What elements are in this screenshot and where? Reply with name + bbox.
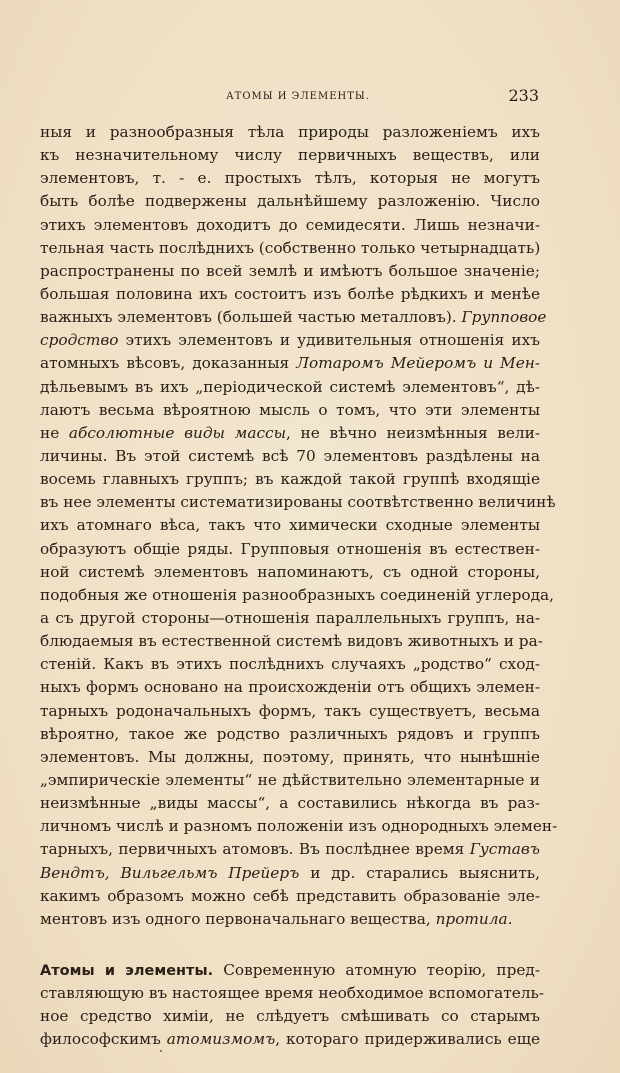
- text-line: лаютъ весьма вѣроятною мысль о томъ, что эти элементы: [40, 400, 540, 419]
- text-line: ставляющую въ настоящее время необходимое вспомогатель-: [40, 984, 545, 1003]
- italic-term: Вендтъ, Вильгельмъ Прейеръ: [40, 863, 300, 882]
- text-line: личины. Въ этой системѣ всѣ 70 элементовъ раздѣлены на: [40, 446, 540, 465]
- text-line: тельная часть послѣднихъ (собственно только четырнадцать): [40, 238, 541, 257]
- text-line: элементовъ, т. - е. простыхъ тѣлъ, которыя не могутъ: [40, 169, 540, 188]
- italic-term: сродство: [40, 331, 119, 350]
- text-line: важныхъ элементовъ (большей частью металловъ). Групповое: [40, 308, 547, 327]
- text-line: личномъ числѣ и разномъ положеніи изъ однородныхъ элемен-: [40, 817, 558, 836]
- text-line: а съ другой стороны—отношенія параллельныхъ группъ, на-: [40, 608, 540, 627]
- text-line: ихъ атомнаго вѣса, такъ что химически сходные элементы: [40, 516, 540, 535]
- text-line: „эмпирическіе элементы“ не дѣйствительно элементарные и: [40, 770, 540, 789]
- text-line: дѣльевымъ въ ихъ „періодической системѣ элементовъ“, дѣ-: [40, 377, 540, 396]
- text-line: образуютъ общіе ряды. Групповыя отношенія въ естествен-: [40, 539, 540, 558]
- italic-term: Групповое: [461, 308, 547, 327]
- paragraph-2: [40, 959, 545, 1052]
- text-line: атомныхъ вѣсовъ, доказанныя Лотаромъ Мейеромъ и Мен-: [40, 354, 541, 373]
- text-line: философскимъ атомизмомъ, котораго придерживались еще: [40, 1030, 540, 1049]
- italic-term: и Мен-: [483, 354, 541, 373]
- text-line: ныхъ формъ основано на происхожденіи отъ общихъ элемен-: [40, 678, 540, 697]
- text-line: неизмѣнные „виды массы“, а составились нѣкогда въ раз-: [40, 794, 540, 813]
- text-line: Атомы и элементы. Современную атомную теорію, пред-: [40, 960, 540, 979]
- paper-speck: [160, 1050, 162, 1052]
- page-number: 233: [508, 86, 539, 105]
- text-line: ныя и разнообразныя тѣла природы разложеніемъ ихъ: [40, 123, 540, 141]
- text-line: ное средство химіи, не слѣдуетъ смѣшивать со старымъ: [40, 1007, 540, 1026]
- italic-term: Густавъ: [469, 840, 540, 859]
- text-line: восемь главныхъ группъ; въ каждой такой группѣ входящіе: [40, 470, 540, 489]
- running-head: АТОМЫ И ЭЛЕМЕНТЫ.: [226, 91, 370, 102]
- text-line: какимъ образомъ можно себѣ представить образованіе эле-: [40, 886, 540, 905]
- text-line: вѣроятно, такое же родство различныхъ рядовъ и группъ: [40, 724, 540, 743]
- italic-term: абсолютные виды массы: [68, 423, 287, 442]
- paragraph-1: [40, 121, 558, 931]
- italic-term: протила.: [435, 909, 513, 928]
- text-line: подобныя же отношенія разнообразныхъ соединеній углерода,: [40, 585, 555, 604]
- text-line: Вендтъ, Вильгельмъ Прейеръ и др. старались выяснить,: [40, 863, 540, 882]
- text-line: къ незначительному числу первичныхъ веществъ, или: [40, 146, 540, 165]
- text-line: быть болѣе подвержены дальнѣйшему разложенію. Число: [40, 192, 540, 211]
- text-line: ной системѣ элементовъ напоминаютъ, съ одной стороны,: [40, 562, 540, 581]
- text-line: тарныхъ родоначальныхъ формъ, такъ существуетъ, весьма: [40, 701, 540, 720]
- body-text: [40, 121, 558, 1051]
- text-line: сродство этихъ элементовъ и удивительныя отношенія ихъ: [40, 331, 540, 350]
- italic-term: атомизмомъ: [166, 1030, 276, 1049]
- text-line: блюдаемыя въ естественной системѣ видовъ животныхъ и ра-: [40, 632, 543, 651]
- text-line: въ нее элементы систематизированы соотвѣтственно величинѣ: [40, 493, 556, 512]
- text-line: распространены по всей землѣ и имѣютъ большое значеніе;: [40, 261, 540, 280]
- text-line: этихъ элементовъ доходитъ до семидесяти. Лишь незначи-: [40, 215, 540, 234]
- text-line: тарныхъ, первичныхъ атомовъ. Въ послѣднее время Густавъ: [40, 840, 540, 859]
- text-line: ментовъ изъ одного первоначальнаго вещества, протила.: [40, 909, 513, 928]
- text-line: элементовъ. Мы должны, поэтому, принять, что нынѣшніе: [40, 747, 540, 766]
- text-line: большая половина ихъ состоитъ изъ болѣе рѣдкихъ и менѣе: [40, 284, 540, 303]
- text-line: не абсолютные виды массы, не вѣчно неизмѣнныя вели-: [40, 423, 540, 442]
- italic-term: Лотаромъ Мейеромъ: [296, 354, 477, 373]
- text-line: стеній. Какъ въ этихъ послѣднихъ случаяхъ „родство“ сход-: [40, 655, 540, 674]
- section-lead-heading: Атомы и элементы.: [40, 962, 214, 979]
